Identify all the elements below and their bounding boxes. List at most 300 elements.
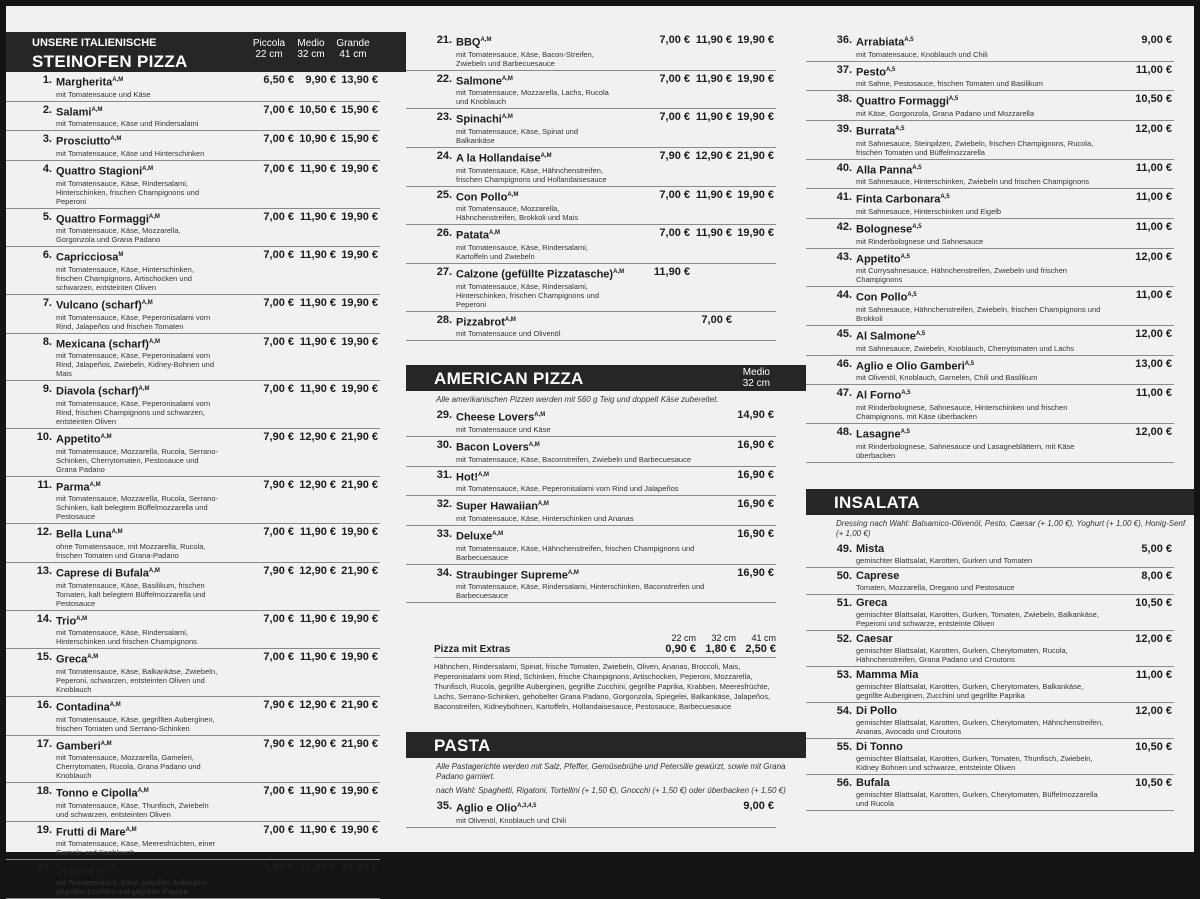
price: 12,90 € bbox=[695, 149, 732, 162]
allergen-codes: A,5 bbox=[900, 253, 910, 260]
item-prices bbox=[648, 111, 774, 123]
price: 11,00 € bbox=[1135, 161, 1172, 174]
price: 11,00 € bbox=[1135, 63, 1172, 76]
price: 12,90 € bbox=[299, 698, 336, 711]
item-number: 39. bbox=[836, 122, 852, 135]
price: 7,00 € bbox=[263, 133, 294, 146]
menu-item bbox=[406, 187, 776, 226]
price: 7,90 € bbox=[263, 698, 294, 711]
price: 19,90 € bbox=[737, 111, 774, 124]
item-description: mit Tomatensauce, Käse, Peperonisalami vom Rind, Jalapeños, Zwiebeln, Kidney-Bohnen und Mais bbox=[56, 351, 215, 379]
price: 12,90 € bbox=[299, 478, 336, 491]
item-prices bbox=[714, 528, 774, 540]
allergen-codes: A,M bbox=[138, 386, 150, 393]
price: 19,90 € bbox=[341, 823, 378, 836]
item-prices bbox=[252, 651, 378, 663]
item-number: 42. bbox=[836, 220, 852, 233]
item-number: 16. bbox=[36, 698, 52, 711]
item-description: mit Olivenöl, Knoblauch, Garnelen, Chili und Basilikum bbox=[856, 373, 1038, 383]
item-prices bbox=[252, 297, 378, 309]
price: 12,00 € bbox=[1135, 327, 1172, 340]
item-prices bbox=[1112, 123, 1172, 135]
item-description: mit Tomatensauce und Käse bbox=[456, 424, 551, 434]
menu-item bbox=[806, 287, 1174, 326]
size-medio: Medio 32 cm bbox=[297, 38, 325, 60]
item-prices bbox=[1112, 358, 1172, 370]
item-prices bbox=[252, 74, 378, 86]
menu-item bbox=[806, 121, 1174, 160]
menu-item bbox=[806, 424, 1174, 463]
item-description: mit Tomatensauce, Käse, Hähnchenstreifen, frischen Champignons und Hollandaisesauce bbox=[456, 165, 607, 184]
allergen-codes: A,5 bbox=[940, 194, 950, 201]
item-description: mit Tomatensauce, Käse, Peperonisalami vom Rind, Jalapeños und frischen Tomaten bbox=[56, 312, 211, 331]
item-name: Pizzabrot$^{A,M}$ bbox=[456, 316, 516, 329]
price: 15,90 € bbox=[341, 133, 378, 146]
price: 11,90 € bbox=[299, 651, 336, 664]
item-prices bbox=[714, 469, 774, 481]
section-title: PASTA bbox=[434, 736, 491, 756]
item-prices bbox=[714, 498, 774, 510]
item-name: Di Pollo bbox=[856, 704, 897, 717]
price: 16,90 € bbox=[737, 527, 774, 540]
item-prices bbox=[714, 409, 774, 421]
menu-item bbox=[406, 225, 776, 264]
extras-label: Pizza mit Extras bbox=[434, 644, 511, 656]
price: 11,90 € bbox=[299, 296, 336, 309]
item-name: Aglio e Olio Gamberi$^{A,5}$ bbox=[856, 360, 975, 373]
price: 11,00 € bbox=[1135, 191, 1172, 204]
item-prices bbox=[252, 479, 378, 491]
price: 19,90 € bbox=[341, 335, 378, 348]
item-number: 10. bbox=[36, 430, 52, 443]
allergen-codes: A,M bbox=[613, 268, 625, 275]
menu-item bbox=[806, 541, 1174, 568]
item-prices bbox=[648, 34, 774, 46]
item-description: ohne Tomatensauce, mit Mozzarella, Rucola, frischen Tomaten und Grana-Padano bbox=[56, 541, 206, 560]
menu-item bbox=[6, 72, 380, 102]
size-columns bbox=[248, 38, 374, 60]
item-number: 19. bbox=[36, 823, 52, 836]
item-prices bbox=[714, 567, 774, 579]
price: 11,00 € bbox=[1135, 289, 1172, 302]
item-prices bbox=[252, 163, 378, 175]
menu-item bbox=[6, 649, 380, 697]
item-description: mit Sahnesauce, Steinpilzen, Zwiebeln, frischen Champignons, Rucola, frischen Tomaten und Büffelmozzarella bbox=[856, 138, 1094, 157]
item-prices bbox=[648, 314, 774, 326]
item-prices bbox=[1112, 64, 1172, 76]
item-name: Spinachi$^{A,M}$ bbox=[456, 113, 513, 126]
allergen-codes: A,5 bbox=[885, 66, 896, 73]
price: 7,00 € bbox=[263, 862, 294, 875]
item-prices bbox=[252, 565, 378, 577]
pasta-note: Alle Pastagerichte werden mit Salz, Pfeffer, Gemüsebrühe und Petersilie gewürzt, sowie mit Grana Padano garniert. bbox=[436, 762, 786, 782]
size-grande: Grande 41 cm bbox=[336, 38, 370, 60]
allergen-codes: A,M bbox=[504, 316, 516, 323]
menu-item bbox=[806, 189, 1174, 219]
price: 19,90 € bbox=[737, 227, 774, 240]
price: 11,90 € bbox=[653, 265, 690, 278]
item-description: mit Käse, Gorgonzola, Grana Padano und Mozzarella bbox=[856, 108, 1035, 118]
menu-item bbox=[6, 381, 380, 429]
menu-item bbox=[406, 32, 776, 71]
item-prices bbox=[252, 613, 378, 625]
item-number: 25. bbox=[436, 188, 452, 201]
pasta-header bbox=[406, 732, 806, 758]
price: 7,00 € bbox=[263, 103, 294, 116]
item-name: Contadina$^{A,M}$ bbox=[56, 701, 121, 714]
size-medio: Medio 32 cm bbox=[742, 367, 770, 390]
price: 7,00 € bbox=[701, 313, 732, 326]
price: 11,90 € bbox=[299, 785, 336, 798]
item-name: Con Pollo$^{A,5}$ bbox=[856, 291, 917, 304]
allergen-codes: A,M bbox=[501, 114, 513, 121]
price: 21,90 € bbox=[341, 478, 378, 491]
price: 19,90 € bbox=[341, 296, 378, 309]
item-description: mit Tomatensauce, Käse, gegrillten Auberginen, frischen Tomaten und Serrano-Schinken bbox=[56, 714, 215, 733]
item-description: mit Rinderbolognese, Sahnesauce und Lasagneblättern, mit Käse überbacken bbox=[856, 441, 1075, 460]
american-note: Alle amerikanischen Pizzen werden mit 560 g Teig und doppelt Käse zubereitet. bbox=[436, 395, 719, 405]
item-name: Di Tonno bbox=[856, 740, 903, 753]
item-name: Cheese Lovers$^{A,M}$ bbox=[456, 411, 546, 424]
item-number: 26. bbox=[436, 227, 452, 240]
item-description: mit Tomatensauce, Käse, Rindersalami, Hinterschinken, frischen Champignons und Peperoni bbox=[56, 178, 199, 206]
allergen-codes: A,M bbox=[104, 865, 116, 872]
item-description: mit Tomatensauce, Käse, Meeresfrüchten, einer Gamele und Knoblauch bbox=[56, 839, 216, 858]
item-description: mit Tomatensauce, Käse, Baconstreifen, Zwiebeln und Barbecuesauce bbox=[456, 454, 691, 464]
item-description: mit Tomatensauce, Käse, Balkankäse, Zwiebeln, Peperoni, schwarzen, entsteinten Oliven und Knoblauch bbox=[56, 666, 218, 694]
price: 9,90 € bbox=[305, 74, 336, 86]
allergen-codes: A,5 bbox=[964, 360, 975, 367]
item-name: Tonno e Cipolla$^{A,M}$ bbox=[56, 787, 149, 800]
price: 7,90 € bbox=[263, 564, 294, 577]
item-number: 30. bbox=[436, 438, 452, 451]
item-number: 15. bbox=[36, 651, 52, 664]
price: 11,00 € bbox=[1135, 220, 1172, 233]
price: 11,90 € bbox=[299, 862, 336, 875]
menu-item bbox=[6, 611, 380, 650]
item-description: mit Tomatensauce, Mozzarella, Hähnchenstreifen, Brokkoli und Mais bbox=[456, 204, 579, 223]
allergen-codes: M bbox=[118, 252, 124, 259]
menu-item bbox=[806, 703, 1174, 739]
price: 11,90 € bbox=[299, 612, 336, 625]
item-name: Calzone (gefüllte Pizzatasche)$^{A,M}$ bbox=[456, 268, 625, 281]
price: 21,90 € bbox=[341, 564, 378, 577]
menu-item bbox=[806, 356, 1174, 386]
price: 19,90 € bbox=[341, 249, 378, 262]
price: 7,90 € bbox=[263, 737, 294, 750]
item-description: mit Tomatensauce, Käse und Rindersalami bbox=[56, 119, 199, 129]
price: 7,00 € bbox=[263, 162, 294, 175]
price: 19,90 € bbox=[341, 612, 378, 625]
allergen-codes: A,M bbox=[534, 412, 546, 419]
item-description: mit Sahnesauce, Zwiebeln, Knoblauch, Cherrytomaten und Lachs bbox=[856, 343, 1075, 353]
item-number: 9. bbox=[42, 383, 52, 396]
menu-item bbox=[6, 822, 380, 861]
price: 14,90 € bbox=[737, 409, 774, 422]
price: 11,90 € bbox=[299, 823, 336, 836]
item-number: 44. bbox=[836, 289, 852, 302]
menu-item bbox=[806, 631, 1174, 667]
menu-item bbox=[6, 524, 380, 563]
item-name: A la Hollandaise$^{A,M}$ bbox=[456, 152, 552, 165]
price: 7,00 € bbox=[659, 72, 690, 85]
item-name: Bella Luna$^{A,M}$ bbox=[56, 528, 123, 541]
item-prices bbox=[648, 227, 774, 239]
price: 7,00 € bbox=[263, 526, 294, 539]
allergen-codes: A,5 bbox=[907, 292, 917, 299]
menu-item bbox=[406, 148, 776, 187]
price: 12,00 € bbox=[1135, 704, 1172, 717]
item-prices bbox=[1112, 777, 1172, 789]
price: 7,00 € bbox=[263, 612, 294, 625]
item-name: Quattro Formaggi$^{A,M}$ bbox=[56, 213, 160, 226]
item-prices bbox=[1112, 633, 1172, 645]
item-prices bbox=[1112, 597, 1172, 609]
menu-item bbox=[806, 739, 1174, 775]
item-name: Pesto$^{A,5}$ bbox=[856, 66, 896, 79]
menu-item bbox=[806, 91, 1174, 121]
allergen-codes: A,M bbox=[87, 654, 99, 661]
menu-item bbox=[406, 565, 776, 604]
item-number: 49. bbox=[836, 542, 852, 555]
extras-row: Pizza mit Extras 0,90 € 1,80 € 2,50 € bbox=[434, 643, 776, 658]
item-prices bbox=[1112, 34, 1172, 46]
menu-item bbox=[6, 102, 380, 132]
price: 12,00 € bbox=[1135, 425, 1172, 438]
item-number: 24. bbox=[436, 149, 452, 162]
item-number: 23. bbox=[436, 111, 452, 124]
allergen-codes: A,M bbox=[528, 441, 540, 448]
price: 7,90 € bbox=[659, 149, 690, 162]
item-name: Caprese di Bufala$^{A,M}$ bbox=[56, 567, 160, 580]
item-name: Caesar bbox=[856, 632, 893, 645]
price: 7,00 € bbox=[263, 296, 294, 309]
allergen-codes: A,M bbox=[112, 77, 124, 83]
item-prices bbox=[252, 104, 378, 116]
menu-item bbox=[806, 775, 1174, 811]
item-name: Super Hawaiian$^{A,M}$ bbox=[456, 500, 549, 513]
item-number: 33. bbox=[436, 527, 452, 540]
item-description: gemischter Blattsalat, Karotten, Gurken, Cherytomaten, Büffelmozzarella und Rucola bbox=[856, 789, 1098, 808]
item-prices bbox=[1112, 543, 1172, 555]
item-name: Mista bbox=[856, 542, 885, 555]
item-prices bbox=[1112, 221, 1172, 233]
item-name: Deluxe$^{A,M}$ bbox=[456, 530, 504, 543]
price: 19,90 € bbox=[737, 72, 774, 85]
allergen-codes: A,M bbox=[507, 191, 519, 198]
item-description: mit Rinderbolognese, Sahnesauce, Hinterschinken und frischen Champignons, mit Käse überbacken bbox=[856, 402, 1068, 421]
price: 10,50 € bbox=[1135, 740, 1172, 753]
menu-item bbox=[6, 334, 380, 382]
pasta-list-2 bbox=[806, 32, 1194, 463]
price bbox=[732, 314, 774, 326]
item-number: 6. bbox=[42, 249, 52, 262]
price: 19,90 € bbox=[341, 651, 378, 664]
allergen-codes: A,M bbox=[137, 788, 149, 795]
item-number: 27. bbox=[436, 265, 452, 278]
allergen-codes: A,M bbox=[141, 299, 153, 306]
price: 21,90 € bbox=[737, 149, 774, 162]
price: 7,00 € bbox=[263, 785, 294, 798]
column-middle bbox=[406, 32, 806, 828]
item-prices bbox=[1112, 251, 1172, 263]
item-name: Appetito$^{A,M}$ bbox=[56, 433, 112, 446]
menu-item bbox=[406, 798, 776, 828]
item-prices bbox=[648, 189, 774, 201]
menu-item bbox=[806, 32, 1174, 62]
menu-item bbox=[6, 161, 380, 209]
price: 10,50 € bbox=[1135, 776, 1172, 789]
item-description: mit Tomatensauce, Käse, Mozzarella, Gorgonzola und Grana Padano bbox=[56, 226, 181, 245]
item-prices bbox=[1112, 387, 1172, 399]
price: 19,90 € bbox=[737, 34, 774, 46]
price: 11,90 € bbox=[695, 227, 732, 240]
pasta-list-1 bbox=[406, 798, 806, 828]
item-number: 46. bbox=[836, 357, 852, 370]
allergen-codes: A,M bbox=[89, 481, 101, 488]
item-description: mit Tomatensauce, Käse, gegrillter Aubergine, gegrillter Zucchini und gegrillter Paprika bbox=[56, 878, 209, 897]
menu-item bbox=[406, 526, 776, 565]
item-name: Prosciutto$^{A,M}$ bbox=[56, 135, 122, 148]
pizza-list-2 bbox=[406, 32, 806, 341]
item-number: 41. bbox=[836, 191, 852, 204]
item-description: mit Tomatensauce, Käse, Peperonisalami vom Rind, frischen Champignons und schwarzen, entsteinten Oliven bbox=[56, 398, 211, 426]
item-prices bbox=[1112, 705, 1172, 717]
allergen-codes: A,5 bbox=[912, 223, 922, 230]
item-number: 50. bbox=[836, 569, 852, 582]
price: 11,90 € bbox=[695, 188, 732, 201]
american-pizza-header bbox=[406, 365, 806, 391]
price: 12,00 € bbox=[1135, 250, 1172, 263]
item-prices bbox=[252, 133, 378, 145]
allergen-codes: A,M bbox=[478, 471, 489, 478]
item-description: mit Tomatensauce, Käse, Spinat und Balkankäse bbox=[456, 126, 579, 145]
menu-item bbox=[406, 407, 776, 437]
menu-item bbox=[806, 568, 1174, 595]
price: 8,00 € bbox=[1141, 569, 1172, 582]
item-description: mit Tomatensauce, Mozzarella, Lachs, Rucola und Knoblauch bbox=[456, 88, 609, 107]
item-number: 51. bbox=[836, 596, 852, 609]
item-description: mit Sahnesauce, Hähnchenstreifen, Zwiebeln, frischen Champignons und Brokkoli bbox=[856, 304, 1101, 323]
price: 7,00 € bbox=[659, 188, 690, 201]
item-description: mit Tomatensauce, Käse, Thunfisch, Zwiebeln und schwarzen, entsteinten Oliven bbox=[56, 800, 209, 819]
item-number: 37. bbox=[836, 63, 852, 76]
item-number: 34. bbox=[436, 566, 452, 579]
item-number: 2. bbox=[42, 103, 52, 116]
item-number: 28. bbox=[436, 313, 452, 326]
item-name: Parma$^{A,M}$ bbox=[56, 481, 101, 494]
item-number: 48. bbox=[836, 425, 852, 438]
item-prices bbox=[714, 800, 774, 812]
item-prices bbox=[1112, 570, 1172, 582]
steinofen-pizza-header bbox=[6, 32, 406, 72]
item-number: 55. bbox=[836, 740, 852, 753]
item-number: 36. bbox=[836, 34, 852, 46]
price: 7,00 € bbox=[263, 335, 294, 348]
menu-item bbox=[6, 563, 380, 611]
price: 11,00 € bbox=[1135, 668, 1172, 681]
allergen-codes: A,M bbox=[148, 567, 160, 574]
price: 11,90 € bbox=[299, 210, 336, 223]
column-right bbox=[806, 32, 1194, 811]
item-number: 1. bbox=[42, 74, 52, 86]
item-description: mit Tomatensauce, Käse, Peperonisalami vom Rind und Jalapeños bbox=[456, 484, 679, 494]
menu-item bbox=[406, 109, 776, 148]
price: 7,00 € bbox=[659, 227, 690, 240]
item-number: 54. bbox=[836, 704, 852, 717]
item-prices bbox=[252, 211, 378, 223]
price: 7,90 € bbox=[263, 430, 294, 443]
item-prices bbox=[648, 73, 774, 85]
allergen-codes: A,M bbox=[76, 615, 88, 622]
item-number: 3. bbox=[42, 133, 52, 146]
price bbox=[648, 314, 690, 326]
menu-item bbox=[406, 467, 776, 497]
price: 13,90 € bbox=[341, 74, 378, 86]
price bbox=[732, 266, 774, 278]
price: 11,00 € bbox=[1135, 387, 1172, 400]
item-number: 17. bbox=[36, 737, 52, 750]
item-description: mit Tomatensauce, Käse, Rindersalami, Hinterschinken, Baconstreifen und Barbecuesauce bbox=[456, 582, 705, 601]
item-name: Bufala bbox=[856, 776, 890, 789]
item-prices bbox=[252, 738, 378, 750]
price: 11,90 € bbox=[299, 335, 336, 348]
price: 10,50 € bbox=[299, 103, 336, 116]
item-number: 4. bbox=[42, 162, 52, 175]
section-title: STEINOFEN PIZZA bbox=[32, 52, 188, 71]
item-number: 31. bbox=[436, 468, 452, 481]
item-description: mit Tomatensauce, Mozzarella, Rucola, Serrano-Schinken, Cherrytomaten, Pestosauce und Grana Padano bbox=[56, 446, 219, 474]
item-name: Mexicana (scharf)$^{A,M}$ bbox=[56, 338, 160, 351]
menu-item bbox=[806, 326, 1174, 356]
price: 7,00 € bbox=[659, 111, 690, 124]
item-number: 45. bbox=[836, 327, 852, 340]
item-prices bbox=[252, 383, 378, 395]
item-description: mit Tomatensauce, Käse, Rindersalami, Kartoffeln und Zwiebeln bbox=[456, 242, 589, 261]
price: 5,00 € bbox=[1141, 542, 1172, 555]
item-name: Al Salmone$^{A,5}$ bbox=[856, 330, 926, 343]
column-left bbox=[6, 32, 406, 899]
item-description: gemischter Blattsalat, Karotten, Gurken, Tomaten, Thunfisch, Zwiebeln, Kidney Bohnen und schwarze, entsteinte Oliven bbox=[856, 753, 1093, 772]
item-name: Arrabiata$^{A,5}$ bbox=[856, 36, 914, 49]
price: 9,00 € bbox=[743, 800, 774, 813]
item-description: mit Sahnesauce, Hinterschinken, Zwiebeln und frischen Champignons bbox=[856, 177, 1090, 187]
american-list bbox=[406, 407, 806, 603]
allergen-codes: A,M bbox=[110, 136, 122, 143]
item-number: 12. bbox=[36, 526, 52, 539]
item-description: mit Tomatensauce, Käse, Rindersalami, Hinterschinken und frischen Champignons bbox=[56, 628, 197, 647]
menu-item bbox=[406, 496, 776, 526]
pasta-choice-note: nach Wahl: Spaghetti, Rigatoni, Tortellini (+ 1,50 €), Gnocchi (+ 1,50 €) oder überbacken (+ 1,50 €) bbox=[436, 786, 786, 796]
allergen-codes: A,5 bbox=[915, 330, 926, 337]
allergen-codes: A,M bbox=[100, 433, 112, 440]
item-description: mit Tomatensauce, Käse, Basilikum, frischen Tomaten, kalt belegtem Büffelmozzarella und Pestosauce bbox=[56, 580, 206, 608]
item-name: Greca$^{A,M}$ bbox=[56, 653, 99, 666]
price: 16,90 € bbox=[737, 438, 774, 451]
item-description: mit Tomatensauce, Käse, Rindersalami, Hinterschinken, frischen Champignons und Peperoni bbox=[456, 281, 599, 309]
price: 10,50 € bbox=[1135, 93, 1172, 106]
allergen-codes: A,M bbox=[501, 75, 513, 82]
menu-item bbox=[6, 295, 380, 334]
menu-item bbox=[6, 247, 380, 295]
item-number: 40. bbox=[836, 161, 852, 174]
item-name: Mamma Mia bbox=[856, 668, 919, 681]
menu-item bbox=[806, 160, 1174, 190]
allergen-codes: A,3,4,5 bbox=[517, 803, 537, 810]
allergen-codes: A,M bbox=[492, 530, 504, 537]
item-description: mit Tomatensauce, Käse, Hähnchenstreifen, frischen Champignons und Barbecuesauce bbox=[456, 543, 695, 562]
insalata-note: Dressing nach Wahl: Balsamico-Olivenöl, Pesto, Caesar (+ 1,00 €), Yoghurt (+ 1,00 €), Honig-Senf (+ 1,00 €) bbox=[836, 518, 1186, 538]
